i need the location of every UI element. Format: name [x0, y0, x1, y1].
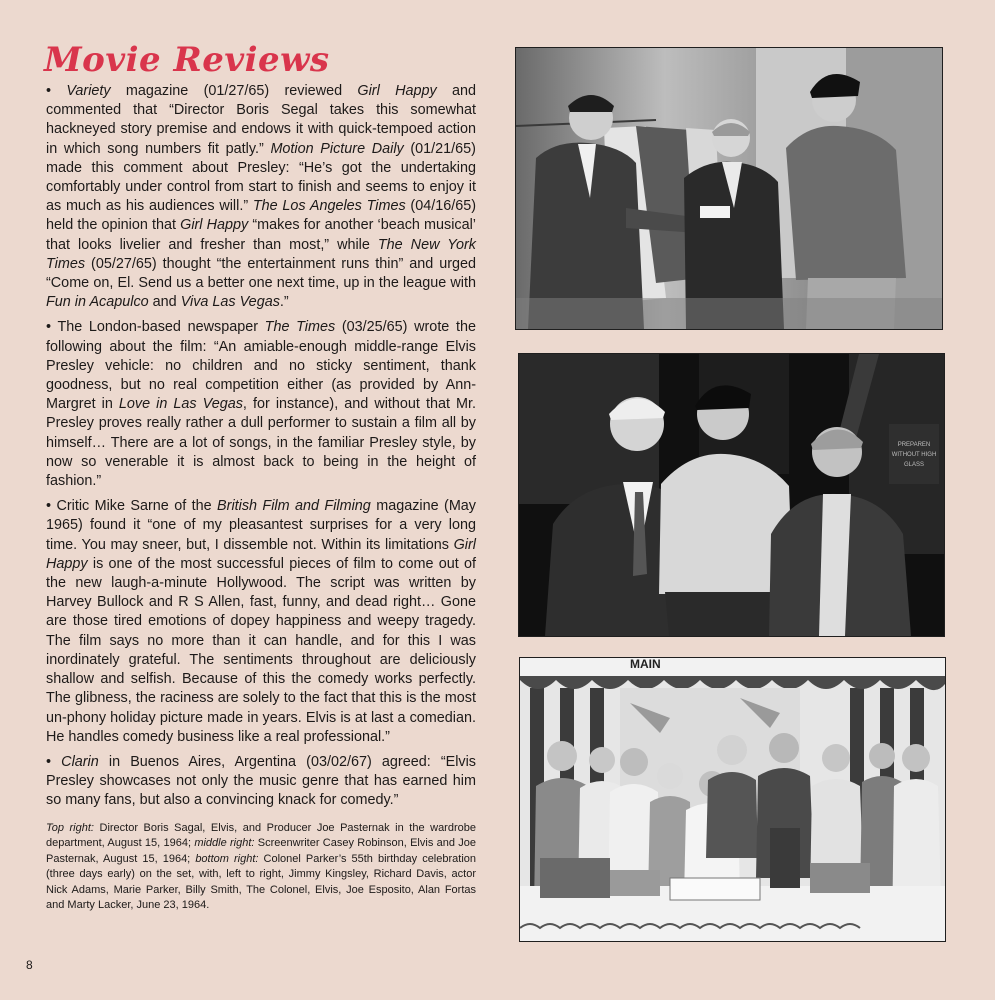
studio-sign-line: WITHOUT HIGH [891, 452, 937, 458]
text-run: • [46, 753, 62, 770]
italic-title-text: The Times [264, 319, 336, 336]
review-paragraph [46, 82, 476, 312]
text-run: magazine (01/27/65) reviewed [110, 83, 358, 99]
text-run: (04/16/65) held the opinion that [46, 198, 477, 234]
text-run: • Critic Mike Sarne of the [46, 498, 218, 515]
text-run: and [148, 294, 181, 311]
photo-robinson-elvis-pasternak [518, 353, 945, 637]
italic-title-text: Love in Las Vegas [118, 396, 243, 413]
review-column [46, 82, 476, 914]
text-run: • [46, 83, 67, 99]
review-paragraph [46, 318, 476, 491]
italic-title-text: Motion Picture Daily [270, 140, 404, 157]
italic-title-text: Girl Happy [46, 536, 476, 572]
italic-title-text: Clarin [61, 753, 99, 770]
italic-title-text: middle right: [194, 837, 255, 850]
text-run: Screenwriter Casey Robinson, Elvis and Joe Pasternak, August 15, 1964; [46, 837, 476, 865]
text-run: (05/27/65) thought “the entertainment runs thin” and urged “Come on, El. Send us a better one next time, up in the league with [46, 255, 476, 292]
photo-caption [46, 821, 476, 914]
photo-birthday-celebration [519, 657, 946, 942]
text-run: Director Boris Sagal, Elvis, and Producer Joe Pasternak in the wardrobe department, August 15, 1964; [46, 821, 476, 850]
studio-sign-line: GLASS [903, 462, 925, 468]
text-run: (01/21/65) made this comment about Presley: “He’s got the undertaking comfortably under control from start to finish and seems to enjoy it as much as his audiences will.” [46, 140, 476, 215]
italic-title-text: Top right: [46, 821, 94, 834]
italic-title-text: Variety [66, 83, 111, 99]
text-run: Colonel Parker’s 55th birthday celebration (three days early) on the set, with, left to right, Jimmy Kingsley, Richard Davis, actor Nick Adams, Marie Parker, Billy Smith, The Colonel, Elvis, Joe Esposito, Alan Fortas and Marty Lacker, June 23, 1964. [46, 852, 477, 912]
text-run: is one of the most successful pieces of film to come out of the new laugh-a-minute Hollywood. The script was written by Harvey Bullock and R S Allen, fast, funny, and dead right… Gone are those tired emotions of dopey happiness and weepy tragedy. The film says no more than it can handle, and for this I was inordinately grateful. The sentiments throughout are deliciously shallow and selfish. Because of this the comedy works perfectly. The glibness, the raciness are solely to the fact that this is the most un-phony holiday picture made in years. Elvis is at last a comedian. He handles comedy business like a real professional.” [46, 555, 476, 745]
italic-title-text: The Los Angeles Times [252, 198, 406, 215]
text-run: , for instance), and without that Mr. Presley proves really rather a dull performer to sustain a film all by himself… There are a lot of songs, in the familiar Presley style, by now so venerable it is almost back to being in the height of fashion.” [46, 396, 477, 490]
text-run: in Buenos Aires, Argentina (03/02/67) agreed: “Elvis Presley showcases not only the music genre that has earned him so many fans, but also a convincing knack for comedy.” [46, 753, 476, 809]
italic-title-text: British Film and Filming [217, 498, 371, 515]
italic-title-text: The New York Times [46, 236, 476, 272]
studio-sign-line: PREPAREN [897, 442, 931, 448]
italic-title-text: bottom right: [195, 852, 259, 865]
italic-title-text: Girl Happy [180, 217, 249, 234]
photo-wardrobe-department [515, 47, 943, 330]
text-run: • The London-based newspaper [46, 319, 265, 336]
review-paragraph [46, 753, 476, 811]
text-run: .” [279, 294, 289, 311]
italic-title-text: Girl Happy [357, 83, 437, 99]
review-paragraph [46, 497, 476, 747]
text-run: “makes for another ‘beach musical’ that looks livelier and fresher than most,” while [46, 217, 477, 253]
text-run: magazine (May 1965) found it “one of my pleasantest surprises for a very long time. You may sneer, but, I dissemble not. Within its limitations [46, 498, 476, 553]
italic-title-text: Viva Las Vegas [180, 294, 280, 311]
page-number: 8 [26, 958, 33, 972]
italic-title-text: Fun in Acapulco [46, 294, 149, 311]
page-title: Movie Reviews [44, 40, 330, 80]
text-run: (03/25/65) wrote the following about the film: “An amiable-enough middle-range Elvis Presley vehicle: no children and no sticky sentiment, thank goodness, but no real competition either (as provided by Ann-Margret in [46, 319, 476, 413]
banner-text: MAIN [630, 658, 661, 671]
text-run: and commented that “Director Boris Segal takes this somewhat hackneyed story premise and endows it with quick-tempoed action in which song numbers fit patly.” [46, 83, 476, 157]
